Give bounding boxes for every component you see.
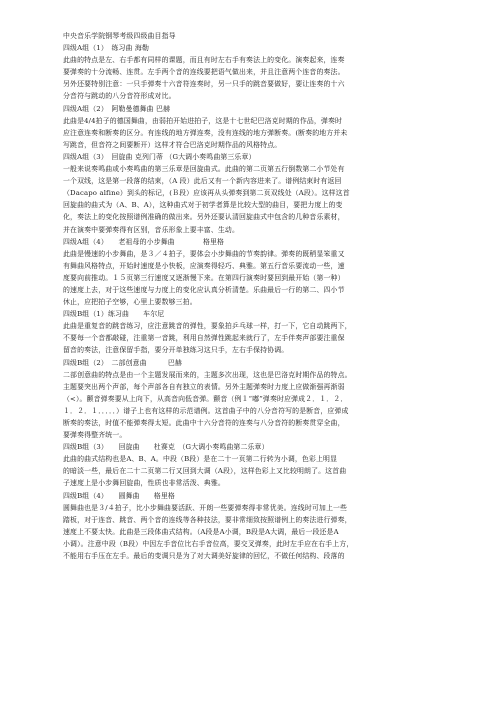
body-text-line: 此曲的曲式结构也是A、B、A。中段（B段）是在二十一页第二行转为小调，色彩上明显 <box>63 455 338 464</box>
body-text-line: 速度上不要太快。此曲是三段体曲式结构。（A段是A小调，B段是A大调，最后一段还是A <box>63 527 339 536</box>
body-text-line: 要弹奏得整齐统一。 <box>63 431 127 440</box>
body-text-line: 此曲是慢速的小步舞曲，是３／４拍子，要体会小步舞曲的节奏韵律。弹奏的既稍显笨重又 <box>63 249 345 258</box>
body-text-line: 并在演奏中要弹奏得有区别，音乐形象上要丰富、生动。 <box>63 225 240 234</box>
body-text-line: 另外还要特别注意：一只手弹奏十六音符连奏时，另一只手的跳音要做好，要让连奏的十六 <box>63 80 345 89</box>
body-text-line: 二部创意曲的特点是由一个主题发展而来的，主题多次出现，这也是巴洛克时期作品的特点。 <box>63 370 352 379</box>
section-heading: 四级A组（4） 老祖母的小步舞曲 格里格 <box>63 237 225 246</box>
section-heading: 四级B组（3） 回旋曲 杜赛克 （G大调小奏鸣曲第二乐章） <box>63 443 269 452</box>
body-text-line: 此曲是4/4拍子的德国舞曲，由弱拍开始进拍子，这是十七世纪巴洛克时期的作品，弹奏时 <box>63 116 343 125</box>
body-text-line: 化，奏法上的变化按照谱例准确的做出来。另外还要认清回旋曲式中包含的几种音乐素材， <box>63 213 345 222</box>
body-text-line: 的暗淡一些，最后在二十二页第二行又回到大调（A段），这样色彩上又比较明朗了。这首曲 <box>63 467 347 476</box>
body-text-line: 不能用右手压在左手。最后的变调只是为了对大调美好旋律的回忆，不做任何结构、段落的 <box>63 552 345 561</box>
body-text-line: （Dacapo alfine）到头的标记，(Ｂ段）应该再从头弹奏到第二页双线处（A段）。这样这首 <box>63 189 350 198</box>
document-title: 中央音乐学院钢琴考级四级曲目指导 <box>63 32 176 40</box>
body-text-line: 分音符与跳动的八分音符形成对比。 <box>63 92 176 101</box>
body-text-line: 回旋曲的曲式为（A、B、A），这种曲式对于初学者算是比较大型的曲目，要把力度上的变 <box>63 201 343 210</box>
body-text-line: 不要每一个音都敲碰，注重第一音跳，利用自然弹性跳起来就行了，左手伴奏声部要注重保 <box>63 334 345 343</box>
body-text-line: 圆舞曲也是３/４拍子，比小步舞曲要活跃、开朗一些要弹奏得非常优美。连线时可加上一些 <box>63 503 348 512</box>
body-text-line: 一个双线，这是第一段落的结束，（A 段）此后又有一个新内容进来了。谱例结束时有返回 <box>63 177 342 186</box>
body-text-line: 度要向前推动。１５页第三行速度又逐渐慢下来。在第四行演奏时要回到最开始（第一种） <box>63 273 345 282</box>
section-heading: 四级B组（4） 圆舞曲 格里格 <box>63 491 175 500</box>
body-text-line: 主题要突出两个声部，每个声部各自有独立的表情。另外主题弹奏时力度上应做渐强再渐弱 <box>63 382 345 391</box>
body-text-line: 断奏的奏法，时值不能弹奏得太短。此曲中十六分音符的连奏与八分音符的断奏贯穿全曲， <box>63 419 345 427</box>
body-text-line: １．２．１．．．．．）谱子上也有这样的示范谱例。这首曲子中的八分音符写的是断音，应弹成 <box>63 406 349 415</box>
body-text-line: 休止，应把拍子空够，心里上要数够三拍。 <box>63 298 197 307</box>
body-text-line: 写跳音，但音符之间要断开）这样才符合巴洛克时期作品的风格特点。 <box>63 140 282 149</box>
body-text-line: 应注意连奏和断奏的区分。有连线的地方弹连奏，没有连线的地方弹断奏。(断奏的地方并未 <box>63 128 348 137</box>
section-heading: 四级B组（2） 二部创意曲 巴赫 <box>63 358 182 367</box>
body-text-line: 的速度上去，对于这些速度与力度上的变化应认真分析清楚。乐曲最后一行的第二、四小节 <box>63 285 345 294</box>
section-heading: 四级A组（2） 阿勒曼德舞曲 巴赫 <box>63 104 171 113</box>
document-body <box>63 30 441 562</box>
document-lines <box>63 42 441 562</box>
section-heading: 四级A组（1） 练习曲 海勒 <box>63 44 149 53</box>
section-heading: 四级B组（1）练习曲 车尔尼 <box>63 310 165 319</box>
body-text-line: 留音的奏法，注意保留手指，要分开单独练习这只手，左右手保持协调。 <box>63 346 289 355</box>
body-text-line: 小调）。注意中段（B段）中因左手音位比右手音位高，要交叉弹奏，此时左手应在右手上方， <box>63 539 354 548</box>
body-text-line: （<）。颤音弹奏要从上向下，从高音向低音弹。颤音（例１“嘟”弹奏时应弹成２．１．２． <box>63 394 348 403</box>
body-text-line: 此曲是重复音的跳音练习，应注意跳音的弹性，要象拍乒乓球一样，打一下，它自动跳两下， <box>63 322 352 331</box>
body-text-line: 此曲的特点是左、右手都有同样的课题，而且有时左右手有奏法上的变化。演奏起来，连奏 <box>63 56 345 65</box>
body-text-line: 子速度上是小步舞回旋曲，性质也非常活泼、典雅。 <box>63 479 225 488</box>
body-text-line: 要弹奏的十分流畅、连贯。左手两个音的连线要把语气做出来，并且注意两个连音的奏法。 <box>63 68 345 77</box>
body-text-line: 踏板，对于连音、跳音、两个音的连线等各种技法，要非常细致按照谱例上的奏法进行弹奏， <box>63 515 352 524</box>
section-heading: 四级A组（3） 回旋曲 克列门蒂 （G大调小奏鸣曲第三乐章） <box>63 152 256 161</box>
body-text-line: 有舞曲风格特点，开始时速度是小快板，应演奏得轻巧、典雅。第五行音乐要流动一些，速 <box>63 261 345 270</box>
body-text-line: 一般来说奏鸣曲或小奏鸣曲的第三乐章是回旋曲式。此曲的第二页第五行倒数第二小节处有 <box>63 165 345 174</box>
